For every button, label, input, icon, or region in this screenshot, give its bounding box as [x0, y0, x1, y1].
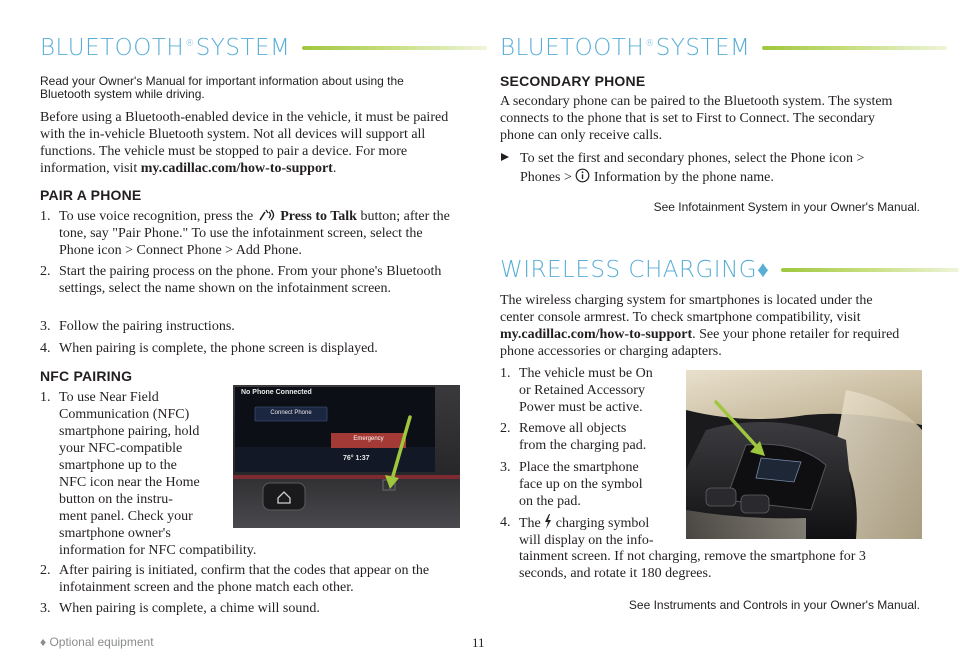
- secondary-bullet: [500, 149, 920, 187]
- left-intro: Read your Owner's Manual for important information about using the Bluetooth system while driving.: [40, 74, 404, 101]
- pair-item-3-number: 3.: [40, 319, 51, 334]
- nfc-line: your NFC-compatible: [59, 441, 183, 456]
- wireless-item-4-post: charging symbol: [552, 516, 650, 531]
- wireless-line: The vehicle must be On: [519, 366, 653, 381]
- pair-item-4: [40, 340, 460, 357]
- wireless-item-2-text: [500, 420, 680, 454]
- wireless-charging-photo: [686, 370, 922, 539]
- voice-talk-icon: [257, 208, 277, 222]
- wireless-line: on the pad.: [519, 494, 581, 509]
- left-para-text: Before using a Bluetooth-enabled device in the vehicle, it must be paired with the in-vehicle Bluetooth system. Not all devices will support all functions. The vehicle must be stopped to pair a device. For more information, visit: [40, 110, 449, 176]
- nfc-item-2: [40, 562, 460, 596]
- secondary-phone-text: A secondary phone can be paired to the Bluetooth system. The system connects to the phone that is set to First to Connect. The secondary phone can only receive calls.: [500, 94, 893, 143]
- bullet-line-1: To set the first and secondary phones, select the Phone icon >: [520, 151, 865, 166]
- nfc-item-1-number: 1.: [40, 390, 51, 405]
- bullet-arrow-icon: [500, 152, 510, 162]
- left-para-end: .: [332, 161, 337, 176]
- support-link[interactable]: my.cadillac.com/how-to-support: [500, 327, 693, 342]
- nfc-line: smartphone pairing, hold: [59, 424, 200, 439]
- nfc-item-2-text: After pairing is initiated, confirm that the codes that appear on the infotainment screen and the phone match each other.: [59, 563, 430, 595]
- pair-item-1: [40, 208, 460, 259]
- wireless-item-2: [500, 420, 680, 454]
- nfc-line: smartphone up to the: [59, 458, 177, 473]
- left-heading: [40, 35, 487, 61]
- pair-item-1-pre: To use voice recognition, press the: [59, 209, 257, 224]
- pair-item-2-text: Start the pairing process on the phone. From your phone's Bluetooth settings, select the name shown on the infotainment screen.: [59, 264, 442, 296]
- wireless-line: face up on the symbol: [519, 477, 643, 492]
- optional-equipment-note: ♦ Optional equipment: [40, 635, 154, 649]
- page-number: 11: [472, 635, 485, 650]
- wireless-line: from the charging pad.: [519, 438, 647, 453]
- bullet-line-2-pre: Phones >: [520, 170, 576, 185]
- wireless-para-text: The wireless charging system for smartphones is located under the center console armrest. To check smartphone compatibility, visit: [500, 293, 873, 325]
- wireless-para: [500, 292, 910, 360]
- pair-item-3: [40, 318, 460, 335]
- nfc-item-3: [40, 600, 460, 617]
- wireless-line: or Retained Accessory: [519, 383, 645, 398]
- wireless-item-3-text: [500, 459, 680, 510]
- pair-item-3-text: Follow the pairing instructions.: [59, 319, 235, 334]
- left-heading-text2: SYSTEM: [195, 35, 291, 61]
- wireless-line: will display on the info-: [519, 533, 654, 548]
- nfc-line: NFC icon near the Home: [59, 475, 200, 490]
- wireless-line: Power must be active.: [519, 400, 643, 415]
- secondary-bullet-text: [500, 149, 920, 187]
- nfc-line: To use Near Field: [59, 390, 159, 405]
- left-heading-text: BLUETOOTH: [40, 35, 185, 61]
- nfc-line: smartphone owner's: [59, 526, 171, 541]
- nfc-item-3-number: 3.: [40, 601, 51, 616]
- pair-item-1-post: button; after the tone, say "Pair Phone." To use the infotainment screen, select the Phone icon > Connect Phone > Add Phone.: [59, 209, 450, 258]
- pair-item-2-number: 2.: [40, 264, 51, 279]
- registered-mark: ®: [645, 39, 655, 49]
- heading-rule: [302, 46, 487, 50]
- wireless-item-4-pre: The: [519, 516, 545, 531]
- charging-pad-illustration: [686, 370, 922, 539]
- wireless-item-3: [500, 459, 680, 510]
- left-para: [40, 109, 460, 177]
- pair-item-4-number: 4.: [40, 341, 51, 356]
- infotainment-reference: See Infotainment System in your Owner's Manual.: [653, 200, 920, 214]
- wireless-item-4-last: tainment screen. If not charging, remove the smartphone for 3 seconds, and rotate it 180 degrees.: [519, 549, 866, 581]
- press-to-talk-label: Press to Talk: [280, 209, 357, 224]
- nfc-line: Communication (NFC): [59, 407, 190, 422]
- pair-phone-title: PAIR A PHONE: [40, 187, 142, 203]
- screen-connect-phone-button[interactable]: Connect Phone: [270, 410, 312, 416]
- wireless-item-1-text: [500, 365, 680, 416]
- wireless-heading-text: WIRELESS CHARGING♦: [500, 257, 770, 283]
- instruments-reference: See Instruments and Controls in your Owner's Manual.: [628, 598, 920, 612]
- info-icon: [575, 168, 590, 183]
- pair-item-1-number: 1.: [40, 209, 51, 224]
- wireless-item-3-number: 3.: [500, 460, 511, 475]
- wireless-line: Remove all objects: [519, 421, 627, 436]
- screen-emergency-label[interactable]: Emergency: [353, 436, 384, 442]
- nfc-item-2-number: 2.: [40, 563, 51, 578]
- bullet-line-2-post: Information by the phone name.: [590, 170, 774, 185]
- heading-rule: [762, 46, 947, 50]
- support-link[interactable]: my.cadillac.com/how-to-support: [140, 161, 333, 176]
- nfc-pairing-title: NFC PAIRING: [40, 368, 133, 384]
- wireless-item-4-number: 4.: [500, 515, 511, 530]
- nfc-line: button on the instru-: [59, 492, 173, 507]
- right-heading-text: BLUETOOTH: [500, 35, 645, 61]
- wireless-heading: [500, 256, 959, 283]
- nfc-line: ment panel. Check your: [59, 509, 193, 524]
- wireless-line: Place the smartphone: [519, 460, 639, 475]
- heading-rule: [781, 268, 959, 272]
- pair-item-2: [40, 263, 460, 297]
- screen-status-text: 76° 1:37: [343, 455, 370, 462]
- nfc-line: information for NFC compatibility.: [59, 543, 257, 558]
- infotainment-screen-photo: [233, 385, 460, 528]
- pair-item-4-text: When pairing is complete, the phone screen is displayed.: [59, 341, 378, 356]
- wireless-item-2-number: 2.: [500, 421, 511, 436]
- wireless-item-1: [500, 365, 680, 416]
- screen-no-phone-text: No Phone Connected: [241, 389, 312, 396]
- pair-item-1-text: [40, 208, 460, 259]
- secondary-phone-title: SECONDARY PHONE: [500, 73, 646, 89]
- right-heading-text2: SYSTEM: [655, 35, 751, 61]
- right-heading: [500, 35, 947, 61]
- wireless-para-end: . See your phone retailer for required phone accessories or charging adapters.: [500, 327, 900, 359]
- registered-mark: ®: [185, 39, 195, 49]
- nfc-item-3-text: When pairing is complete, a chime will sound.: [59, 601, 320, 616]
- wireless-item-1-number: 1.: [500, 366, 511, 381]
